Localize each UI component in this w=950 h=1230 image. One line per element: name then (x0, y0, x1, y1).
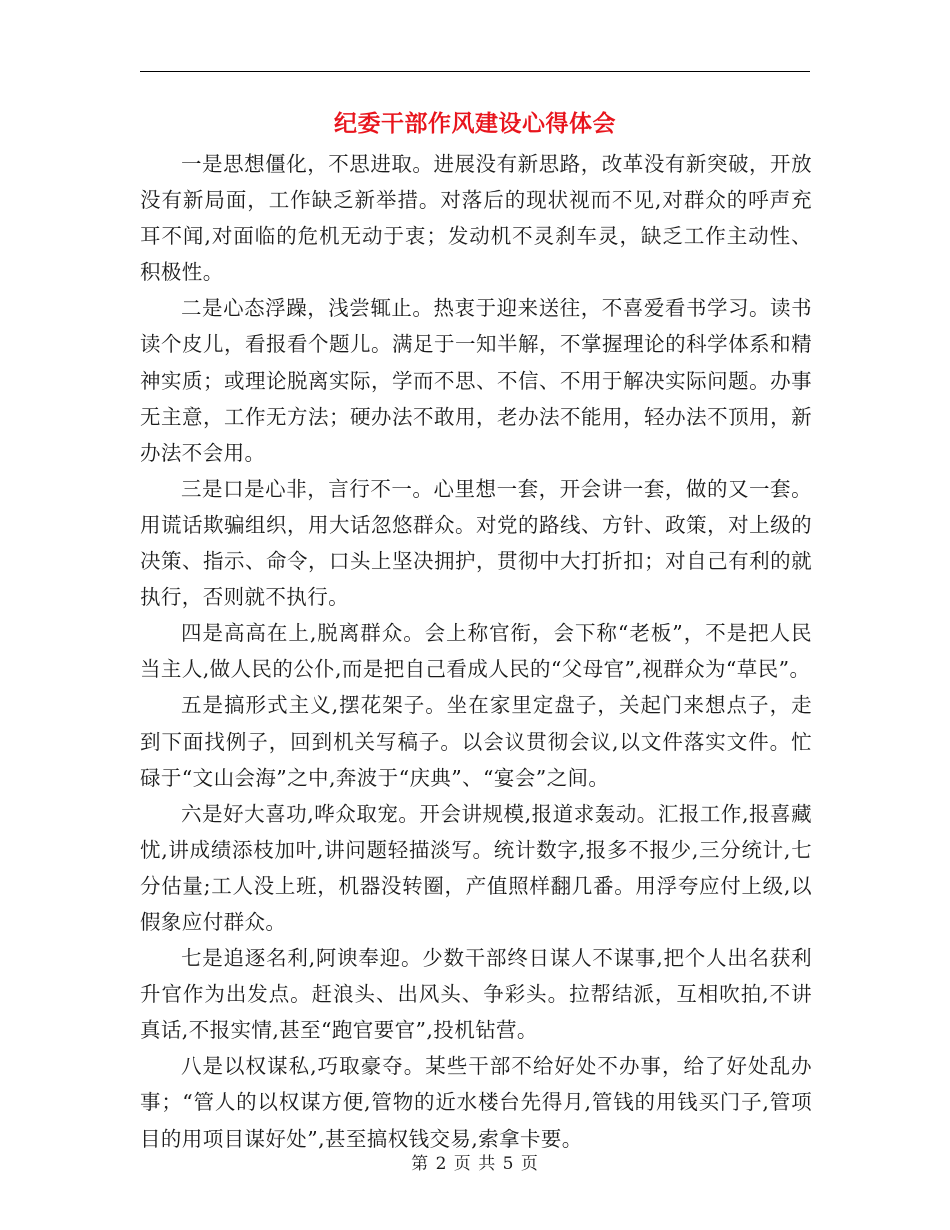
paragraph-1: 一是思想僵化，不思进取。进展没有新思路，改革没有新突破，开放没有新局面，工作缺乏新举措。对落后的现状视而不见,对群众的呼声充耳不闻,对面临的危机无动于衷；发动机不灵刹车灵，缺乏工作主动性、积极性。 (140, 152, 812, 285)
paragraph-7: 七是追逐名利,阿谀奉迎。少数干部终日谋人不谋事,把个人出名获利升官作为出发点。赶浪头、出风头、争彩头。拉帮结派，互相吹拍,不讲真话,不报实情,甚至“跑官要官”,投机钻营。 (140, 946, 812, 1043)
paragraph-6: 六是好大喜功,哗众取宠。开会讲规模,报道求轰动。汇报工作,报喜藏忧,讲成绩添枝加叶,讲问题轻描淡写。统计数字,报多不报少,三分统计,七分估量;工人没上班，机器没转圈，产值照样翻几番。用浮夸应付上级,以假象应付群众。 (140, 801, 812, 934)
paragraph-2: 二是心态浮躁，浅尝辄止。热衷于迎来送往，不喜爱看书学习。读书读个皮儿，看报看个题儿。满足于一知半解，不掌握理论的科学体系和精神实质；或理论脱离实际，学而不思、不信、不用于解决实际问题。办事无主意，工作无方法；硬办法不敢用，老办法不能用，轻办法不顶用，新办法不会用。 (140, 296, 812, 465)
header-rule (140, 71, 810, 72)
paragraph-8: 八是以权谋私,巧取豪夺。某些干部不给好处不办事，给了好处乱办事；“管人的以权谋方便,管物的近水楼台先得月,管钱的用钱买门子,管项目的用项目谋好处”,甚至搞权钱交易,索拿卡要。 (140, 1054, 812, 1151)
page-number: 第 2 页 共 5 页 (411, 1154, 539, 1174)
paragraph-5: 五是搞形式主义,摆花架子。坐在家里定盘子，关起门来想点子，走到下面找例子，回到机关写稿子。以会议贯彻会议,以文件落实文件。忙碌于“文山会海”之中,奔波于“庆典”、“宴会”之间。 (140, 693, 812, 790)
document-title: 纪委干部作风建设心得体会 (334, 111, 616, 137)
paragraph-4: 四是高高在上,脱离群众。会上称官衔，会下称“老板”，不是把人民当主人,做人民的公仆,而是把自己看成人民的“父母官”,视群众为“草民”。 (140, 621, 812, 682)
paragraph-3: 三是口是心非，言行不一。心里想一套，开会讲一套，做的又一套。用谎话欺骗组织，用大话忽悠群众。对党的路线、方针、政策，对上级的决策、指示、命令，口头上坚决拥护，贯彻中大打折扣；对自己有利的就执行，否则就不执行。 (140, 476, 812, 610)
document-body (140, 146, 812, 1157)
